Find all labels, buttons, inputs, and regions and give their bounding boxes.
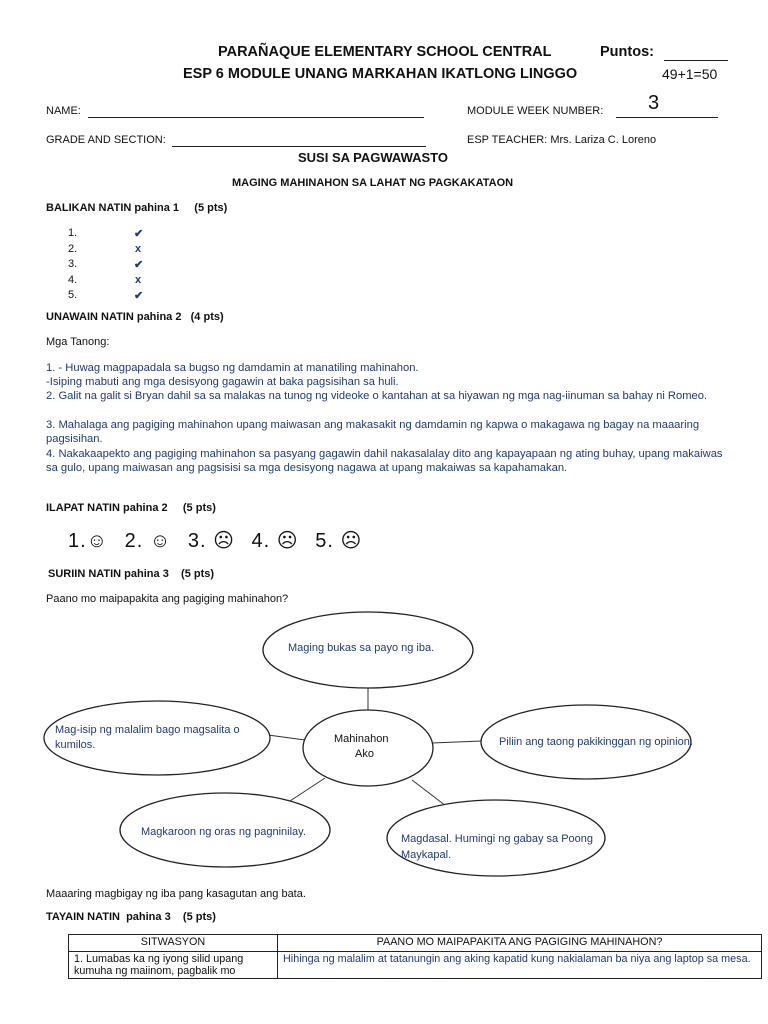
suriin-question: Paano mo maipapakita ang pagiging mahinahon?	[46, 593, 289, 605]
module-week-label: MODULE WEEK NUMBER:	[467, 105, 604, 117]
answer-2: 2. Galit na galit si Bryan dahil sa sa malakas na tunog ng videoke o kantahan at sa hiyawan ng mga nag-iinuman sa bahay ni Romeo.	[46, 390, 708, 402]
page-title: SUSI SA PAGWAWASTO	[298, 150, 449, 165]
score-value: 49+1=50	[662, 66, 718, 82]
face-answer-1: 1.☺	[68, 530, 109, 552]
face-answer-5: 5. ☹	[315, 530, 363, 552]
face-answer-4: 4. ☹	[251, 530, 299, 552]
unawain-heading: UNAWAIN NATIN pahina 2 (4 pts)	[46, 311, 224, 323]
cross-icon: x	[135, 273, 142, 286]
table-header-row	[69, 935, 762, 952]
connector-left	[268, 735, 305, 740]
school-name: PARAÑAQUE ELEMENTARY SCHOOL CENTRAL	[218, 44, 552, 60]
bubble-bottom-right-text-2: Maykapal.	[401, 849, 452, 861]
table-row	[69, 952, 762, 979]
column-header-paano: PAANO MO MAIPAPAKITA ANG PAGIGING MAHINAHON?	[278, 935, 762, 952]
name-label: NAME:	[46, 105, 81, 117]
ilapat-heading: ILAPAT NATIN pahina 2 (5 pts)	[46, 502, 216, 514]
page-subtitle: MAGING MAHINAHON SA LAHAT NG PAGKAKATAON	[232, 177, 514, 189]
module-week-value: 3	[648, 92, 660, 114]
bubble-right-text: Piliin ang taong pakikinggan ng opinion.	[499, 736, 693, 748]
connector-bottom-left	[290, 778, 325, 801]
teacher-label: ESP TEACHER: Mrs. Lariza C. Loreno	[467, 134, 657, 146]
module-title: ESP 6 MODULE UNANG MARKAHAN IKATLONG LINGGO	[183, 66, 578, 82]
center-text-2: Ako	[355, 748, 374, 760]
bubble-left	[44, 701, 270, 775]
grade-label: GRADE AND SECTION:	[46, 134, 166, 146]
bubble-bottom-left-text: Magkaroon ng oras ng pagninilay.	[141, 826, 306, 838]
suriin-note: Maaaring magbigay ng iba pang kasagutan ang bata.	[46, 888, 306, 900]
situation-cell: 1. Lumabas ka ng iyong silid upang kumuha ng maiinom, pagbalik mo	[69, 952, 278, 979]
answer-3: 3. Mahalaga ang pagiging mahinahon upang maiwasan ang makasakit ng damdamin ng kapwa o makagawa ng bagay na maaaring pagsisihan.	[46, 419, 700, 446]
score-label: Puntos:	[600, 44, 654, 60]
answer-1b: -Isiping mabuti ang mga desisyong gagawin at baka pagsisihan sa huli.	[46, 376, 399, 388]
check-icon: ✔	[134, 259, 144, 271]
answer-4: 4. Nakakaapekto ang pagiging mahinahon sa pasyang gagawin dahil nakasalalay dito ang kapayapaan ng ating buhay, upang makaiwas sa gulo, upang maiwasan ang pagsisisi sa mga desisyong nagawa at upang makaiwas sa kapahamakan.	[46, 448, 723, 475]
check-icon: ✔	[134, 290, 144, 302]
cross-icon: x	[135, 242, 142, 255]
bubble-top-text: Maging bukas sa payo ng iba.	[288, 642, 435, 654]
check-icon: ✔	[134, 228, 144, 240]
center-text-1: Mahinahon	[334, 733, 389, 745]
face-answer-2: 2. ☺	[124, 530, 172, 552]
face-answer-3: 3. ☹	[187, 530, 235, 552]
answer-cell: Hihinga ng malalim at tatanungin ang aking kapatid kung nakialaman ba niya ang laptop sa mesa.	[278, 952, 762, 979]
tayain-heading: TAYAIN NATIN pahina 3 (5 pts)	[46, 911, 216, 923]
tayain-table	[68, 934, 762, 979]
connector-bottom-right	[412, 780, 446, 806]
answer-1a: 1. - Huwag magpapadala sa bugso ng damdamin at manatiling mahinahon.	[46, 362, 419, 374]
bubble-left-text-1: Mag-isip ng malalim bago magsalita o	[55, 724, 240, 736]
bubble-bottom-right-text-1: Magdasal. Humingi ng gabay sa Poong	[401, 833, 594, 845]
unawain-subheading: Mga Tanong:	[46, 336, 110, 348]
suriin-heading: SURIIN NATIN pahina 3 (5 pts)	[48, 568, 215, 580]
connector-right	[432, 741, 482, 743]
balikan-heading: BALIKAN NATIN pahina 1 (5 pts)	[46, 202, 228, 214]
column-header-sitwasyon: SITWASYON	[69, 935, 278, 952]
bubble-left-text-2: kumilos.	[55, 739, 96, 751]
